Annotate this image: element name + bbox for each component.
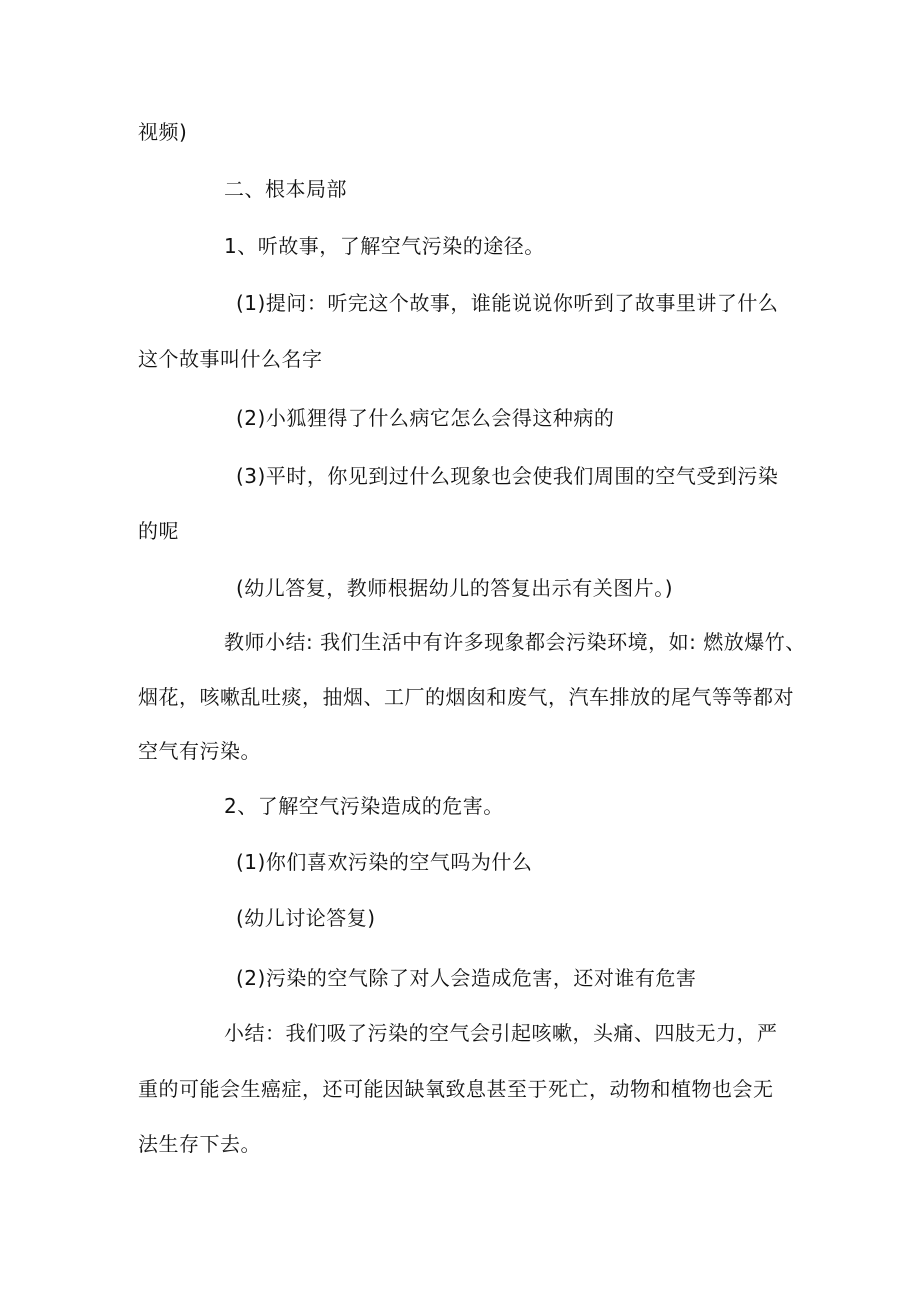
text-line: 教师小结: 我们生活中有许多现象都会污染环境，如: 燃放爆竹、 xyxy=(224,630,806,654)
text-line: 视频) xyxy=(138,120,188,144)
text-line: 重的可能会生癌症，还可能因缺氧致息甚至于死亡，动物和植物也会无 xyxy=(138,1077,774,1101)
text-line: 烟花，咳嗽乱吐痰，抽烟、工厂的烟囱和废气，汽车排放的尾气等等都对 xyxy=(138,685,794,709)
section-heading: 二、根本局部 xyxy=(224,177,347,201)
text-line: 小结：我们吸了污染的空气会引起咳嗽，头痛、四肢无力，严 xyxy=(224,1021,778,1045)
text-line: 这个故事叫什么名字 xyxy=(138,347,323,371)
text-line: (2)污染的空气除了对人会造成危害，还对谁有危害 xyxy=(236,966,697,990)
subsection-heading: 1、听故事，了解空气污染的途径。 xyxy=(224,234,545,258)
text-line: 法生存下去。 xyxy=(138,1132,261,1156)
text-line: (1)你们喜欢污染的空气吗为什么 xyxy=(236,850,533,874)
text-line: (2)小狐狸得了什么病它怎么会得这种病的 xyxy=(236,406,615,430)
text-line: (幼儿讨论答复) xyxy=(236,906,376,930)
text-line: 空气有污染。 xyxy=(138,739,261,763)
subsection-heading: 2、了解空气污染造成的危害。 xyxy=(224,794,504,818)
text-line: (3)平时，你见到过什么现象也会使我们周围的空气受到污染 xyxy=(236,464,779,488)
text-line: (1)提问：听完这个故事，谁能说说你听到了故事里讲了什么 xyxy=(236,291,779,315)
text-line: 的呢 xyxy=(138,519,179,543)
text-line: (幼儿答复，教师根据幼儿的答复出示有关图片。) xyxy=(236,576,674,600)
